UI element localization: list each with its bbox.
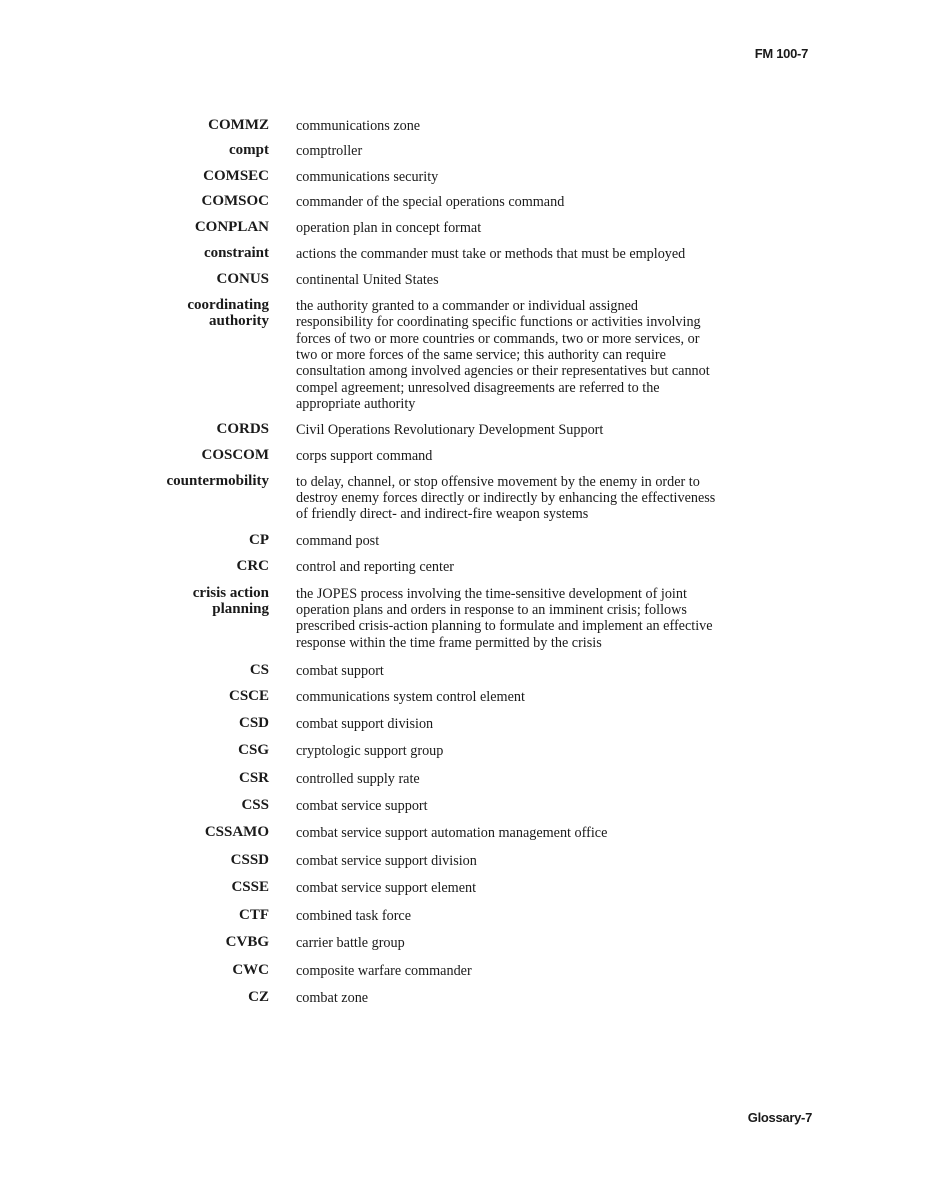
glossary-term: compt [229, 142, 269, 159]
glossary-entry [0, 193, 932, 210]
glossary-definition: comptroller [296, 143, 363, 160]
glossary-definition: command post [296, 532, 380, 549]
glossary-term: CSS [241, 797, 269, 814]
glossary-definition: carrier battle group [296, 935, 405, 952]
glossary-definition: cryptologic support group [296, 743, 444, 760]
glossary-definition: combat service support element [296, 880, 477, 897]
glossary-term: CRC [236, 558, 269, 575]
glossary-definition: Civil Operations Revolutionary Development Support [296, 421, 604, 438]
glossary-term: CSSD [230, 852, 269, 868]
glossary-definition: combat support [296, 663, 384, 680]
glossary-term: COMSOC [201, 193, 269, 210]
glossary-definition: communications security [296, 168, 439, 185]
glossary-term: CSR [238, 769, 269, 786]
glossary-definition: combined task force [296, 907, 412, 924]
glossary-entry [0, 421, 932, 438]
glossary-term: CP [249, 531, 269, 548]
glossary-term: COMSEC [203, 167, 269, 184]
glossary-definition: combat support division [296, 715, 434, 732]
glossary-definition: controlled supply rate [296, 770, 420, 787]
glossary-entry [0, 585, 932, 652]
glossary-term: countermobility [166, 472, 269, 489]
glossary-term: CTF [239, 906, 269, 923]
glossary-definition: combat service support automation management office [296, 824, 608, 841]
glossary-entry [0, 142, 932, 159]
glossary-definition: the JOPES process involving the time-sensitive development of joint operation plans and orders in response to an imminent crisis; follows prescribed crisis-action planning to formulate and implement an effective response within the time frame permitted by the crisis [296, 585, 713, 651]
glossary-definition: continental United States [296, 272, 439, 289]
glossary-definition: composite warfare commander [296, 962, 472, 979]
glossary-definition: communications zone [296, 118, 421, 134]
glossary-entry [0, 824, 932, 841]
glossary-entry [0, 662, 932, 679]
glossary-entry [0, 297, 932, 413]
glossary-term: CZ [248, 989, 269, 1006]
glossary-entry [0, 742, 932, 759]
glossary-term: CORDS [216, 420, 269, 437]
glossary-term: CSSAMO [204, 823, 269, 840]
glossary-definition: commander of the special operations command [296, 194, 565, 211]
glossary-term: crisis action planning [192, 584, 269, 617]
glossary-term: CONPLAN [194, 218, 269, 235]
document-id: FM 100-7 [754, 46, 808, 61]
glossary-entry [0, 168, 932, 185]
page-number: Glossary-7 [747, 1110, 812, 1125]
glossary-term: CSCE [228, 687, 269, 704]
glossary-entry [0, 907, 932, 924]
glossary-entry [0, 473, 932, 523]
glossary-entry [0, 219, 932, 236]
glossary-entry [0, 532, 932, 549]
glossary-entry [0, 688, 932, 705]
glossary-term: COSCOM [201, 447, 269, 464]
glossary-entry [0, 770, 932, 787]
glossary-term: CSG [238, 742, 269, 759]
glossary-definition: actions the commander must take or methods that must be employed [296, 246, 686, 263]
glossary-term: CONUS [216, 271, 269, 288]
glossary-term: CWC [232, 961, 269, 978]
glossary-definition: the authority granted to a commander or individual assigned responsibility for coordinating specific functions or activities involving forces of two or more countries or commands, two or more services, or two or more forces of the same service; this authority can require consultation among involved agencies or their representatives but cannot compel agreement; unresolved disagreements are referred to the appropriate authority [296, 297, 710, 413]
glossary-definition: operation plan in concept format [296, 219, 482, 236]
glossary-definition: communications system control element [296, 688, 525, 705]
glossary-term: coordinating authority [187, 296, 269, 329]
glossary-entry [0, 852, 932, 869]
glossary-definition: corps support command [296, 448, 433, 465]
glossary-term: CS [249, 662, 269, 679]
glossary-entry [0, 271, 932, 288]
glossary-list [0, 117, 932, 1006]
glossary-definition: combat service support [296, 798, 428, 815]
glossary-entry [0, 934, 932, 951]
glossary-definition: combat service support division [296, 853, 477, 869]
glossary-term: COMMZ [208, 117, 269, 133]
glossary-entry [0, 962, 932, 979]
glossary-definition: combat zone [296, 990, 369, 1007]
glossary-entry [0, 879, 932, 896]
glossary-definition: control and reporting center [296, 559, 454, 576]
glossary-entry [0, 558, 932, 575]
glossary-entry [0, 447, 932, 464]
glossary-entry [0, 245, 932, 262]
glossary-term: CSSE [231, 879, 269, 896]
glossary-term: CSD [238, 714, 269, 731]
glossary-entry [0, 797, 932, 814]
glossary-term: constraint [204, 245, 269, 262]
glossary-entry [0, 715, 932, 732]
glossary-term: CVBG [225, 934, 269, 951]
glossary-entry [0, 117, 932, 134]
glossary-definition: to delay, channel, or stop offensive movement by the enemy in order to destroy enemy forces directly or indirectly by enhancing the effectiveness of friendly direct- and indirect-fire weapon systems [296, 473, 716, 523]
glossary-entry [0, 989, 932, 1006]
